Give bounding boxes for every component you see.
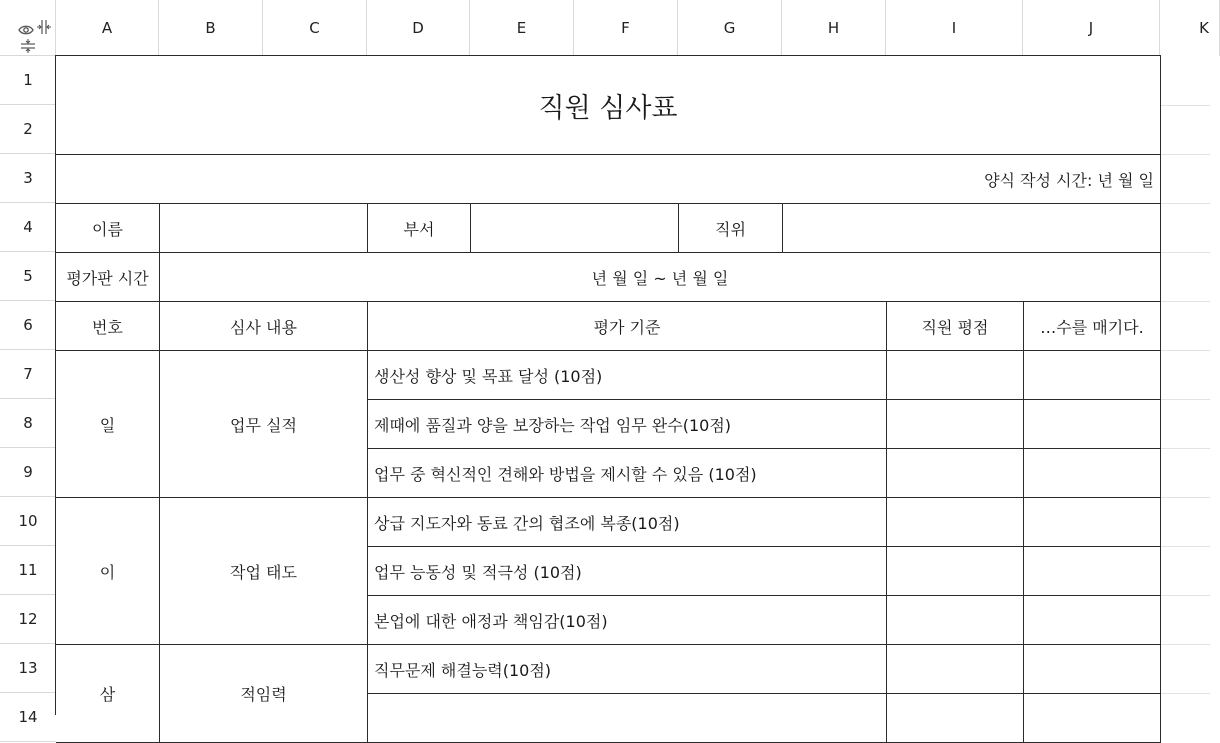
employee-score-cell[interactable]: [887, 498, 1024, 547]
gridline: [1160, 644, 1210, 645]
dept-field[interactable]: [471, 204, 679, 253]
column-header-b[interactable]: B: [159, 0, 263, 56]
dept-label[interactable]: 부서: [368, 204, 471, 253]
form-table: [55, 55, 1161, 715]
score-cell[interactable]: [1024, 400, 1161, 449]
column-header-f[interactable]: F: [574, 0, 678, 56]
header-criteria[interactable]: 평가 기준: [368, 302, 887, 351]
employee-score-cell[interactable]: [887, 400, 1024, 449]
group-content[interactable]: 적임력: [160, 645, 368, 743]
position-field[interactable]: [783, 204, 1161, 253]
row-header-4[interactable]: 4: [0, 203, 56, 252]
score-cell[interactable]: [1024, 547, 1161, 596]
group-number[interactable]: 이: [56, 498, 160, 645]
freeze-rows-icon[interactable]: [20, 38, 36, 58]
score-cell[interactable]: [1024, 694, 1161, 743]
form-date-cell[interactable]: 양식 작성 시간: 년 월 일: [56, 155, 1161, 204]
criteria-cell[interactable]: 업무 능동성 및 적극성 (10점): [368, 547, 887, 596]
score-cell[interactable]: [1024, 498, 1161, 547]
gridline: [1160, 154, 1210, 155]
row-header-7[interactable]: 7: [0, 350, 56, 399]
gridline: [1160, 203, 1210, 204]
criteria-cell[interactable]: 본업에 대한 애정과 책임감(10점): [368, 596, 887, 645]
group-content[interactable]: 업무 실적: [160, 351, 368, 498]
employee-score-cell[interactable]: [887, 351, 1024, 400]
employee-score-cell[interactable]: [887, 645, 1024, 694]
gridline: [1160, 693, 1210, 694]
freeze-columns-icon[interactable]: [36, 19, 52, 39]
position-label[interactable]: 직위: [679, 204, 783, 253]
group-content[interactable]: 작업 태도: [160, 498, 368, 645]
header-content[interactable]: 심사 내용: [160, 302, 368, 351]
score-cell[interactable]: [1024, 596, 1161, 645]
header-employee-score[interactable]: 직원 평점: [887, 302, 1024, 351]
column-header-d[interactable]: D: [367, 0, 470, 56]
header-number[interactable]: 번호: [56, 302, 160, 351]
row-header-10[interactable]: 10: [0, 497, 56, 546]
name-field[interactable]: [160, 204, 368, 253]
gridline: [1160, 546, 1210, 547]
row-header-3[interactable]: 3: [0, 154, 56, 203]
criteria-cell[interactable]: 생산성 향상 및 목표 달성 (10점): [368, 351, 887, 400]
sheet-corner[interactable]: [0, 0, 56, 56]
row-header-2[interactable]: 2: [0, 105, 56, 154]
criteria-cell[interactable]: [368, 694, 887, 743]
column-header-e[interactable]: E: [470, 0, 574, 56]
period-label[interactable]: 평가판 시간: [56, 253, 160, 302]
column-header-i[interactable]: I: [886, 0, 1023, 56]
column-header-j[interactable]: J: [1023, 0, 1160, 56]
gridline: [1160, 497, 1210, 498]
gridline: [1160, 105, 1210, 106]
criteria-cell[interactable]: 직무문제 해결능력(10점): [368, 645, 887, 694]
score-cell[interactable]: [1024, 351, 1161, 400]
gridline: [1160, 301, 1210, 302]
name-label[interactable]: 이름: [56, 204, 160, 253]
gridline: [1160, 350, 1210, 351]
criteria-cell[interactable]: 제때에 품질과 양을 보장하는 작업 임무 완수(10점): [368, 400, 887, 449]
row-header-6[interactable]: 6: [0, 301, 56, 350]
row-header-5[interactable]: 5: [0, 252, 56, 301]
column-header-k[interactable]: K: [1160, 0, 1220, 56]
score-cell[interactable]: [1024, 645, 1161, 694]
column-header-g[interactable]: G: [678, 0, 782, 56]
column-header-h[interactable]: H: [782, 0, 886, 56]
row-header-11[interactable]: 11: [0, 546, 56, 595]
row-header-9[interactable]: 9: [0, 448, 56, 497]
criteria-cell[interactable]: 상급 지도자와 동료 간의 협조에 복종(10점): [368, 498, 887, 547]
column-header-c[interactable]: C: [263, 0, 367, 56]
row-header-8[interactable]: 8: [0, 399, 56, 448]
employee-score-cell[interactable]: [887, 694, 1024, 743]
employee-score-cell[interactable]: [887, 547, 1024, 596]
gridline: [1160, 399, 1210, 400]
row-header-12[interactable]: 12: [0, 595, 56, 644]
group-number[interactable]: 삼: [56, 645, 160, 743]
row-header-1[interactable]: 1: [0, 56, 56, 105]
gridline: [1160, 448, 1210, 449]
form-title[interactable]: 직원 심사표: [56, 56, 1161, 155]
criteria-cell[interactable]: 업무 중 혁신적인 견해와 방법을 제시할 수 있음 (10점): [368, 449, 887, 498]
row-header-14[interactable]: 14: [0, 693, 56, 742]
group-number[interactable]: 일: [56, 351, 160, 498]
employee-score-cell[interactable]: [887, 449, 1024, 498]
score-cell[interactable]: [1024, 449, 1161, 498]
column-header-a[interactable]: A: [56, 0, 159, 56]
row-header-13[interactable]: 13: [0, 644, 56, 693]
gridline: [1160, 595, 1210, 596]
header-score[interactable]: …수를 매기다.: [1024, 302, 1161, 351]
period-field[interactable]: 년 월 일 ~ 년 월 일: [160, 253, 1161, 302]
gridline: [1160, 252, 1210, 253]
employee-score-cell[interactable]: [887, 596, 1024, 645]
